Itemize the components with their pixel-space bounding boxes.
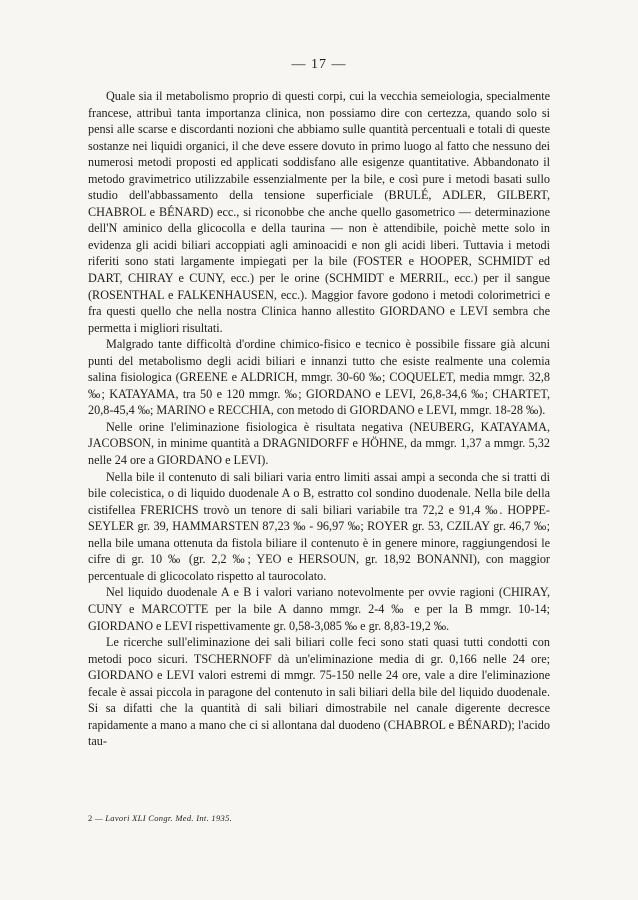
paragraph-fecal-elimination: Le ricerche sull'eliminazione dei sali biliari colle feci sono stati quasi tutti condotti con metodi poco sicuri. TSCHERNOFF dà un'eliminazione media di gr. 0,166 nelle 24 ore; GIORDANO e LEVI valori estremi di mmgr. 75-150 nelle 24 ore, vale a dire l'eliminazione fecale è assai piccola in paragone del contenuto in sali biliari della bile del liquido duodenale. Si sa difatti che la quantità di sali biliari dimostrabile nel canale digerente decresce rapidamente a mano a mano che ci si allontana dal duodeno (CHABROL e BÉNARD); l'acido tau- bbox=[88, 635, 550, 749]
page-number: — 17 — bbox=[291, 57, 347, 72]
paragraph-physiological-cholemia: Malgrado tante difficoltà d'ordine chimico-fisico e tecnico è possibile fissare già alcuni punti del metabolismo degli acidi biliari e innanzi tutto che esiste realmente una colemia salina fisiologica (GREENE e ALDRICH, mmgr. 30-60 ‰; COQUELET, media mmgr. 32,8 ‰; KATAYAMA, tra 50 e 120 mmgr. ‰; GIORDANO e LEVI, 26,8-34,6 ‰; CHARTET, 20,8-45,4 ‰; MARINO e RECCHIA, con metodo di GIORDANO e LEVI, mmgr. 18-28 ‰). bbox=[88, 337, 550, 418]
footnote-text: — Lavori XLI Congr. Med. Int. 1935. bbox=[95, 813, 233, 823]
body-text bbox=[88, 88, 550, 750]
paragraph-urine-elimination: Nelle orine l'eliminazione fisiologica è risultata negativa (NEUBERG, KATAYAMA, JACOBSON, in minime quantità a DRAGNIDORFF e HÖHNE, da mmgr. 1,37 a mmgr. 5,32 nelle 24 ore a GIORDANO e LEVI). bbox=[88, 419, 550, 468]
footnote-number: 2 bbox=[88, 813, 93, 823]
paragraph-duodenal-fluid: Nel liquido duodenale A e B i valori variano notevolmente per ovvie ragioni (CHIRAY, CUNY e MARCOTTE per la bile A danno mmgr. 2-4 ‰ e per la B mmgr. 10-14; GIORDANO e LEVI rispettivamente gr. 0,58-3,085 ‰ e gr. 8,83-19,2 ‰. bbox=[88, 585, 550, 633]
paragraph-metabolism-methods: Quale sia il metabolismo proprio di questi corpi, cui la vecchia semeiologia, specialmente francese, attribuì tanta importanza clinica, non possiamo dire con certezza, quando solo si pensi alle scarse e discordanti nozioni che abbiamo sulle quantità percentuali e totali di queste sostanze nei liquidi organici, il che deve essere dovuto in primo luogo al fatto che nessuno dei numerosi metodi proposti ed applicati soddisfano alle esigenze quantitative. Abbandonato il metodo gravimetrico utilizzabile essenzialmente per la bile, e così pure i metodi basati sullo studio dell'abbassamento della tensione superficiale (BRULÉ, ADLER, GILBERT, CHABROL e BÉNARD) ecc., si riconobbe che anche quello gasometrico — determinazione dell'N aminico della glicocolla e della taurina — non è attendibile, poichè mette solo in evidenza gli acidi biliari accoppiati agli aminoacidi e non gli acidi liberi. Tuttavia i metodi riferiti sono stati largamente impiegati per la bile (FOSTER e HOOPER, SCHMIDT ed DART, CHIRAY e CUNY, ecc.) per le orine (SCHMIDT e MERRIL, ecc.) per il sangue (ROSENTHAL e FALKENHAUSEN, ecc.). Maggior favore godono i metodi colorimetrici e fra questi quello che nella nostra Clinica hanno allestito GIORDANO e LEVI sembra che permetta i migliori risultati. bbox=[88, 89, 550, 335]
footnote bbox=[88, 813, 488, 823]
paragraph-bile-content: Nella bile il contenuto di sali biliari varia entro limiti assai ampi a seconda che si tratti di bile colecistica, o di liquido duodenale A o B, estratto col sondino duodenale. Nella bile della cistifellea FRERICHS trovò un tenore di sali biliari variabile tra 72,2 e 91,4 ‰. HOPPE-SEYLER gr. 39, HAMMARSTEN 87,23 ‰ - 96,97 ‰; ROYER gr. 53, CZILAY gr. 46,7 ‰; nella bile umana ottenuta da fistola biliare il contenuto è in genere minore, raggiungendosi le cifre di gr. 10 ‰ (gr. 2,2 ‰; YEO e HERSOUN, gr. 18,92 BONANNI), con maggior percentuale di glicocolato rispetto al taurocolato. bbox=[88, 469, 550, 583]
